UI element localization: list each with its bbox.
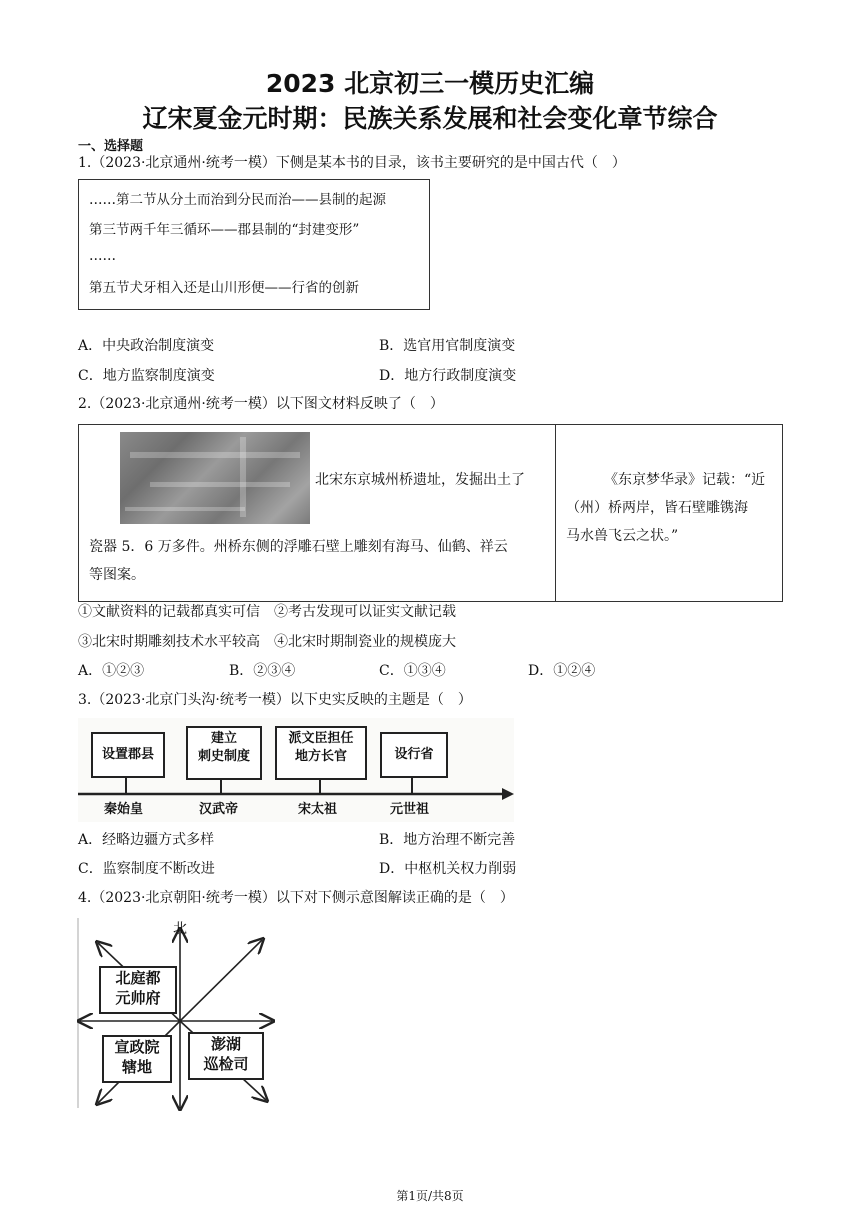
q1-option-d[interactable]: D．地方行政制度演变 <box>379 368 517 384</box>
q3-option-d[interactable]: D．中枢机关权力削弱 <box>379 861 517 877</box>
q2-statements: ③北宋时期雕刻技术水平较高 ④北宋时期制瓷业的规模庞大 <box>78 634 456 650</box>
timeline-label: 秦始皇 <box>104 802 144 817</box>
timeline-box-qin <box>91 732 165 778</box>
timeline-box-yuan <box>380 732 448 778</box>
timeline-label: 元世祖 <box>390 802 430 817</box>
timeline-box-text: 刺史制度 <box>197 749 250 764</box>
q2-left-text: 等图案。 <box>89 567 145 583</box>
table-divider <box>555 425 556 601</box>
q2-right-text: 《东京梦华录》记载：“近 <box>604 472 766 488</box>
q2-left-text: 瓷器 5．6 万多件。州桥东侧的浮雕石壁上雕刻有海马、仙鹤、祥云 <box>89 539 508 555</box>
map-box-text: 元帅府 <box>115 989 161 1007</box>
q1-option-b[interactable]: B．选官用官制度演变 <box>379 338 516 354</box>
map-box-penghu <box>188 1032 264 1080</box>
document-subtitle: 辽宋夏金元时期：民族关系发展和社会变化章节综合 <box>142 104 718 133</box>
timeline-box-han <box>186 726 262 780</box>
q3-option-b[interactable]: B．地方治理不断完善 <box>379 832 516 848</box>
document-title: 2023 北京初三一模历史汇编 <box>265 69 595 98</box>
q1-option-a[interactable]: A．中央政治制度演变 <box>78 338 215 354</box>
bridge-relief-photo <box>120 432 310 524</box>
timeline-box-text: 建立 <box>210 731 237 746</box>
q4-map-diagram <box>76 918 276 1113</box>
q1-toc-line: ……第二节从分土而治到分民而治——县制的起源 <box>89 192 386 208</box>
q1-toc-line: …… <box>89 248 116 264</box>
q2-statements: ①文献资料的记载都真实可信 ②考古发现可以证实文献记载 <box>78 604 456 620</box>
q1-stem: 1.（2023·北京通州·统考一模）下侧是某本书的目录，该书主要研究的是中国古代（ ） <box>78 155 626 171</box>
timeline-label: 汉武帝 <box>199 802 239 817</box>
q2-option-c[interactable]: C．①③④ <box>379 663 446 679</box>
q3-option-a[interactable]: A．经略边疆方式多样 <box>78 832 215 848</box>
q1-toc-line: 第五节犬牙相入还是山川形便——行省的创新 <box>89 280 359 296</box>
q1-toc-box <box>78 179 430 310</box>
q2-option-a[interactable]: A．①②③ <box>78 663 145 679</box>
q4-stem: 4.（2023·北京朝阳·统考一模）以下对下侧示意图解读正确的是（ ） <box>78 890 514 906</box>
map-box-xuanzhengyuan <box>102 1035 172 1083</box>
map-box-text: 巡检司 <box>203 1055 249 1073</box>
q2-left-text: 北宋东京城州桥遗址，发掘出土了 <box>315 472 525 488</box>
timeline-box-song <box>275 726 367 780</box>
q2-option-d[interactable]: D．①②④ <box>528 663 596 679</box>
q3-stem: 3.（2023·北京门头沟·统考一模）以下史实反映的主题是（ ） <box>78 692 472 708</box>
timeline-box-text: 设行省 <box>394 747 434 762</box>
q2-stem: 2.（2023·北京通州·统考一模）以下图文材料反映了（ ） <box>78 396 444 412</box>
page-number: 第1页/共8页 <box>396 1189 464 1203</box>
map-box-text: 宣政院 <box>114 1038 160 1056</box>
timeline-label: 宋太祖 <box>298 802 338 817</box>
north-label: 北 <box>173 921 187 937</box>
map-box-text: 北庭都 <box>115 969 161 987</box>
q2-option-b[interactable]: B．②③④ <box>229 663 296 679</box>
q2-right-text: （州）桥两岸，皆石壁雕镌海 <box>566 500 748 516</box>
timeline-box-text: 设置郡县 <box>101 747 154 762</box>
map-box-text: 澎湖 <box>210 1035 241 1053</box>
q1-option-c[interactable]: C．地方监察制度演变 <box>78 368 215 384</box>
q1-toc-line: 第三节两千年三循环——郡县制的“封建变形” <box>89 222 360 238</box>
map-box-text: 辖地 <box>121 1058 152 1076</box>
timeline-box-text: 地方长官 <box>294 749 347 764</box>
q2-right-text: 马水兽飞云之状。” <box>566 528 679 544</box>
map-box-beiting <box>99 966 177 1014</box>
q3-option-c[interactable]: C．监察制度不断改进 <box>78 861 215 877</box>
section-heading: 一、选择题 <box>78 139 144 154</box>
compass-arrows <box>76 918 276 1113</box>
timeline-box-text: 派文臣担任 <box>288 731 354 746</box>
q3-timeline-figure <box>78 718 514 822</box>
